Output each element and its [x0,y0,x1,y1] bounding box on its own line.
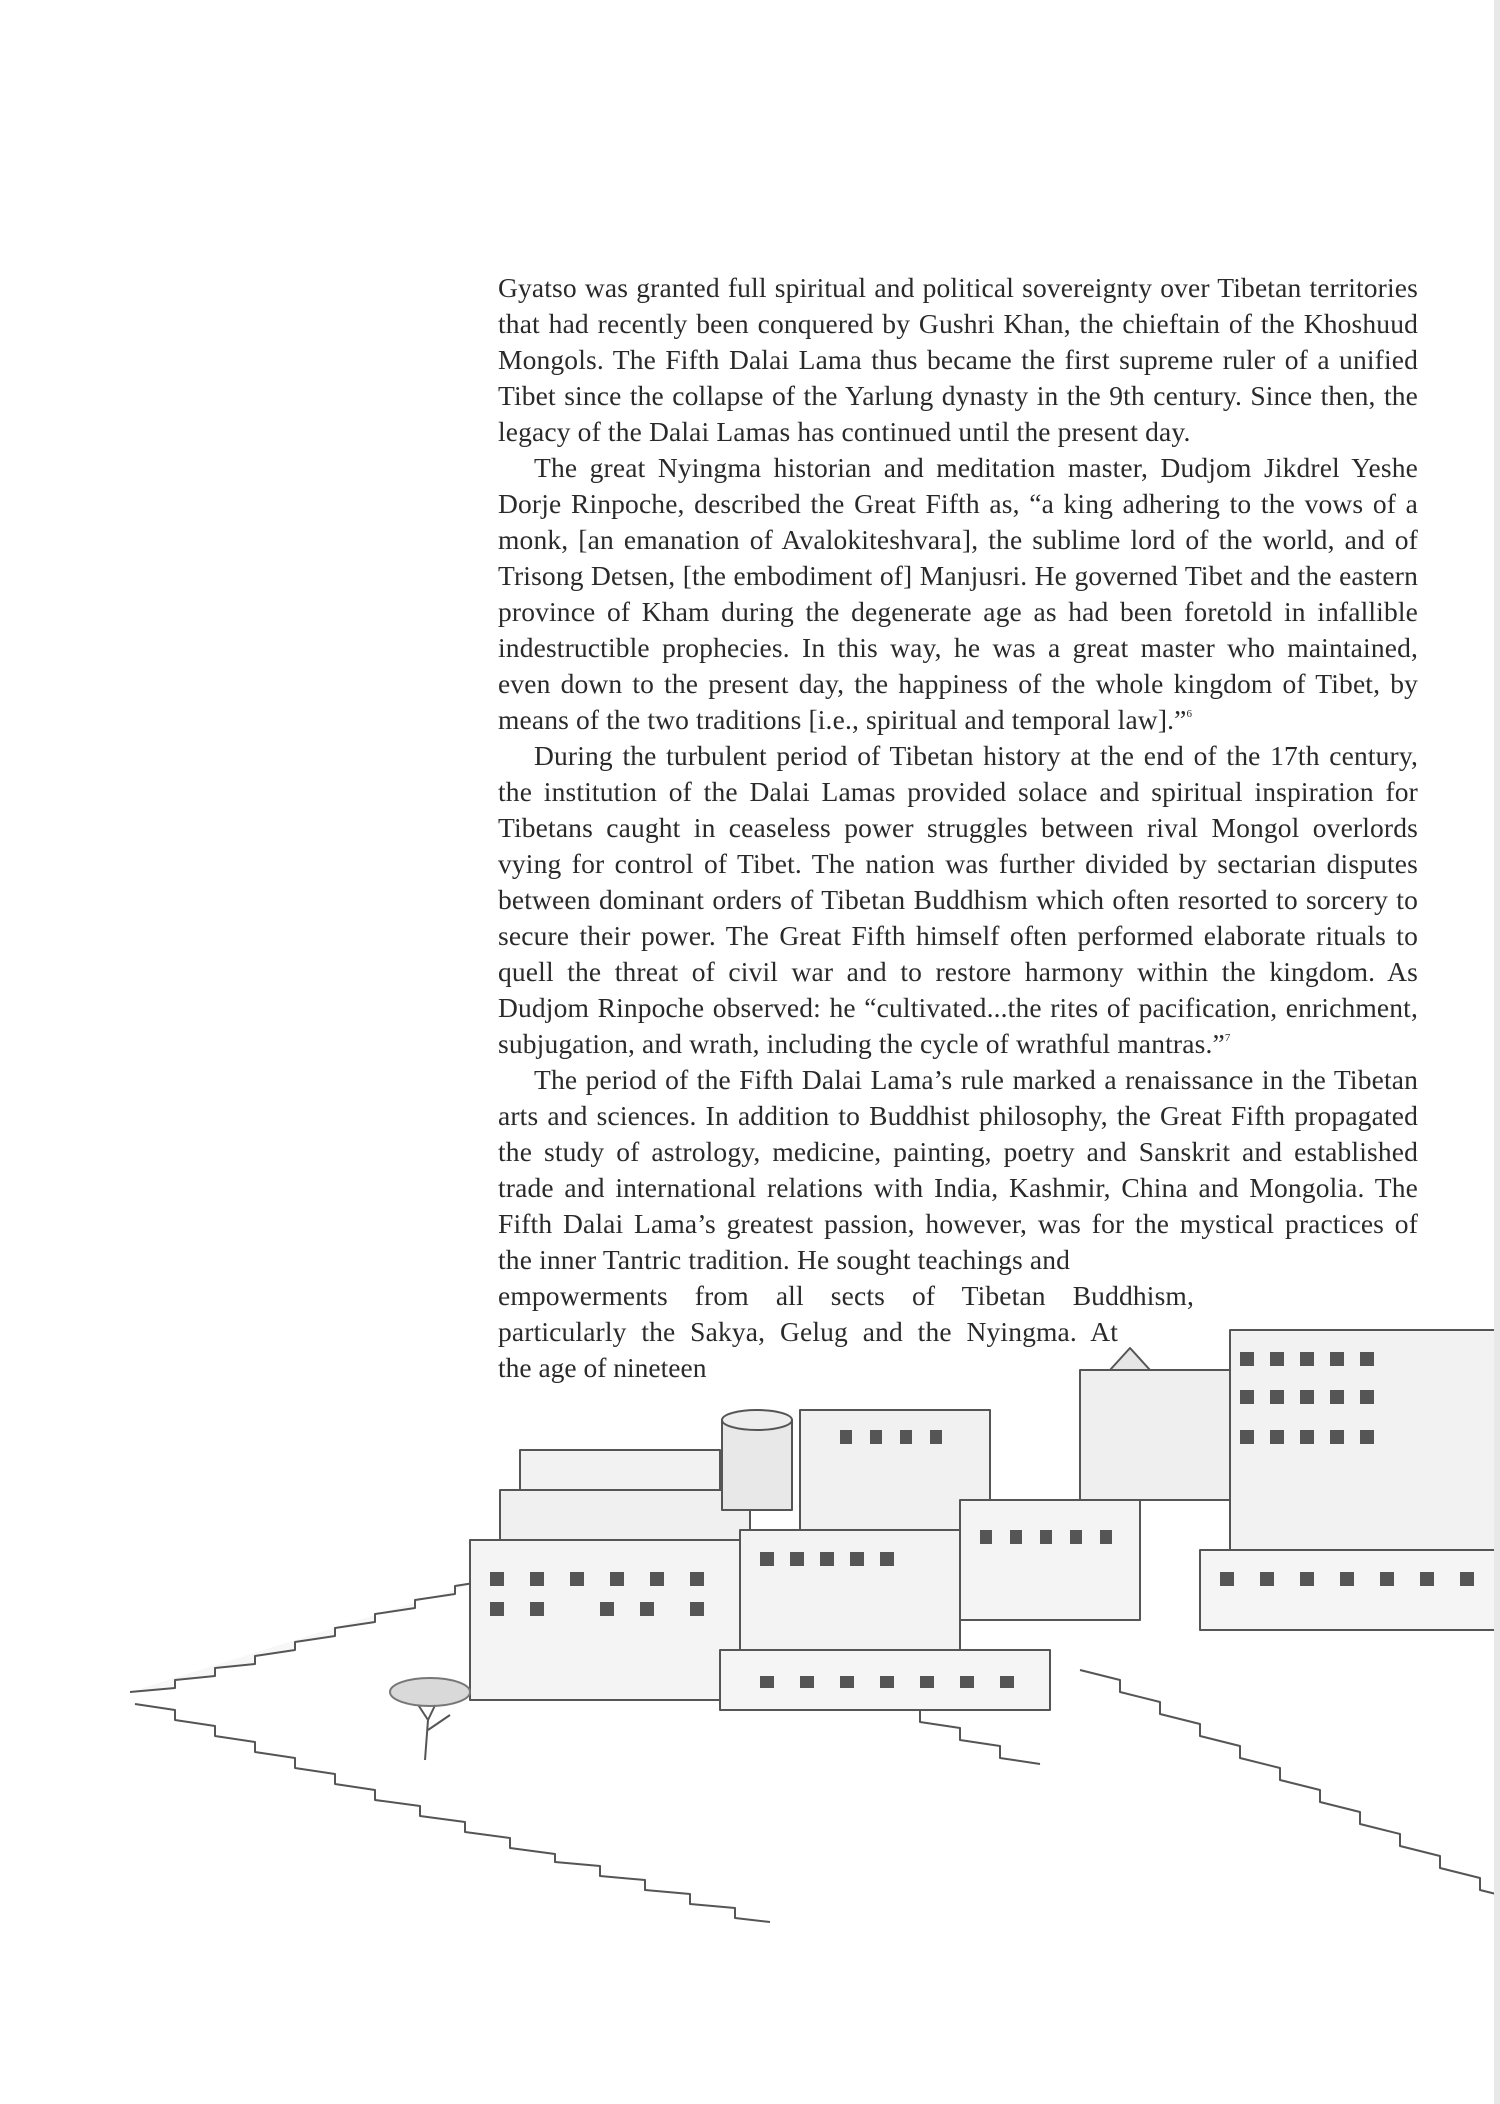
paragraph-2-text: The great Nyingma historian and meditation master, Dudjom Jikdrel Yeshe Dorje Rinpoche, described the Great Fifth as, “a king adhering to the vows of a monk, [an emanation of Avalokiteshvara], the sublime lord of the world, and of Trisong Detsen, [the embodiment of] Manjusri. He governed Tibet and the eastern province of Kham during the degenerate age as had been foretold in infallible indestructible prophecies. In this way, he was a great master who maintained, even down to the present day, the happiness of the whole kingdom of Tibet, by means of the two traditions [i.e., spiritual and temporal law].” [498,452,1418,735]
paragraph-1-text: Gyatso was granted full spiritual and political sovereignty over Tibetan territories that had recently been conquered by Gushri Khan, the chieftain of the Khoshuud Mongols. The Fifth Dalai Lama thus became the first supreme ruler of a unified Tibet since the collapse of the Yarlung dynasty in the 9th century. Since then, the legacy of the Dalai Lamas has continued until the present day. [498,272,1418,447]
palace-block-center [740,1530,960,1660]
palace-block-upper [1080,1370,1230,1500]
palace-block-left [470,1540,740,1700]
footnote-marker-7[interactable]: 7 [1224,1032,1231,1044]
stair-wall-right [1080,1670,1496,1894]
paragraph-4-text: The period of the Fifth Dalai Lama’s rule marked a renaissance in the Tibetan arts and sciences. In addition to Buddhist philosophy, the Great Fifth propagated the study of astrology, medicine, painting, poetry and Sanskrit and established trade and international relations with India, Kashmir, China and Mongolia. The Fifth Dalai Lama’s greatest passion, however, was for the mystical practices of the inner Tantric tradition. He sought teachings and [498,1064,1418,1275]
footnote-marker-6[interactable]: 6 [1186,708,1193,720]
wrap-line-1: empowerments from all sects of Tibetan Buddhism, [498,1280,1194,1311]
potala-palace-sketch-icon [0,1290,1500,2104]
stair-wall-left-upper [130,1582,480,1692]
body-text [498,270,1418,1386]
paragraph-3 [498,738,1418,1062]
tree-icon [390,1678,470,1760]
palace-tower [722,1420,792,1510]
paragraph-4 [498,1062,1418,1278]
wrap-line-3: the age of nineteen [498,1352,707,1383]
paragraph-1 [498,270,1418,450]
stair-wall-left-lower [135,1704,770,1922]
paragraph-2 [498,450,1418,738]
page-edge [1494,0,1500,2104]
paragraph-3-text: During the turbulent period of Tibetan history at the end of the 17th century, the institution of the Dalai Lamas provided solace and spiritual inspiration for Tibetans caught in ceaseless power struggles between rival Mongol overlords vying for control of Tibet. The nation was further divided by sectarian disputes between dominant orders of Tibetan Buddhism which often resorted to sorcery to secure their power. The Great Fifth himself often performed elaborate rituals to quell the threat of civil war and to restore harmony within the kingdom. As Dudjom Rinpoche observed: he “cultivated...the rites of pacification, enrichment, subjugation, and wrath, including the cycle of wrathful mantras.” [498,740,1418,1059]
wrap-line-2: particularly the Sakya, Gelug and the Nyingma. At [498,1316,1118,1347]
